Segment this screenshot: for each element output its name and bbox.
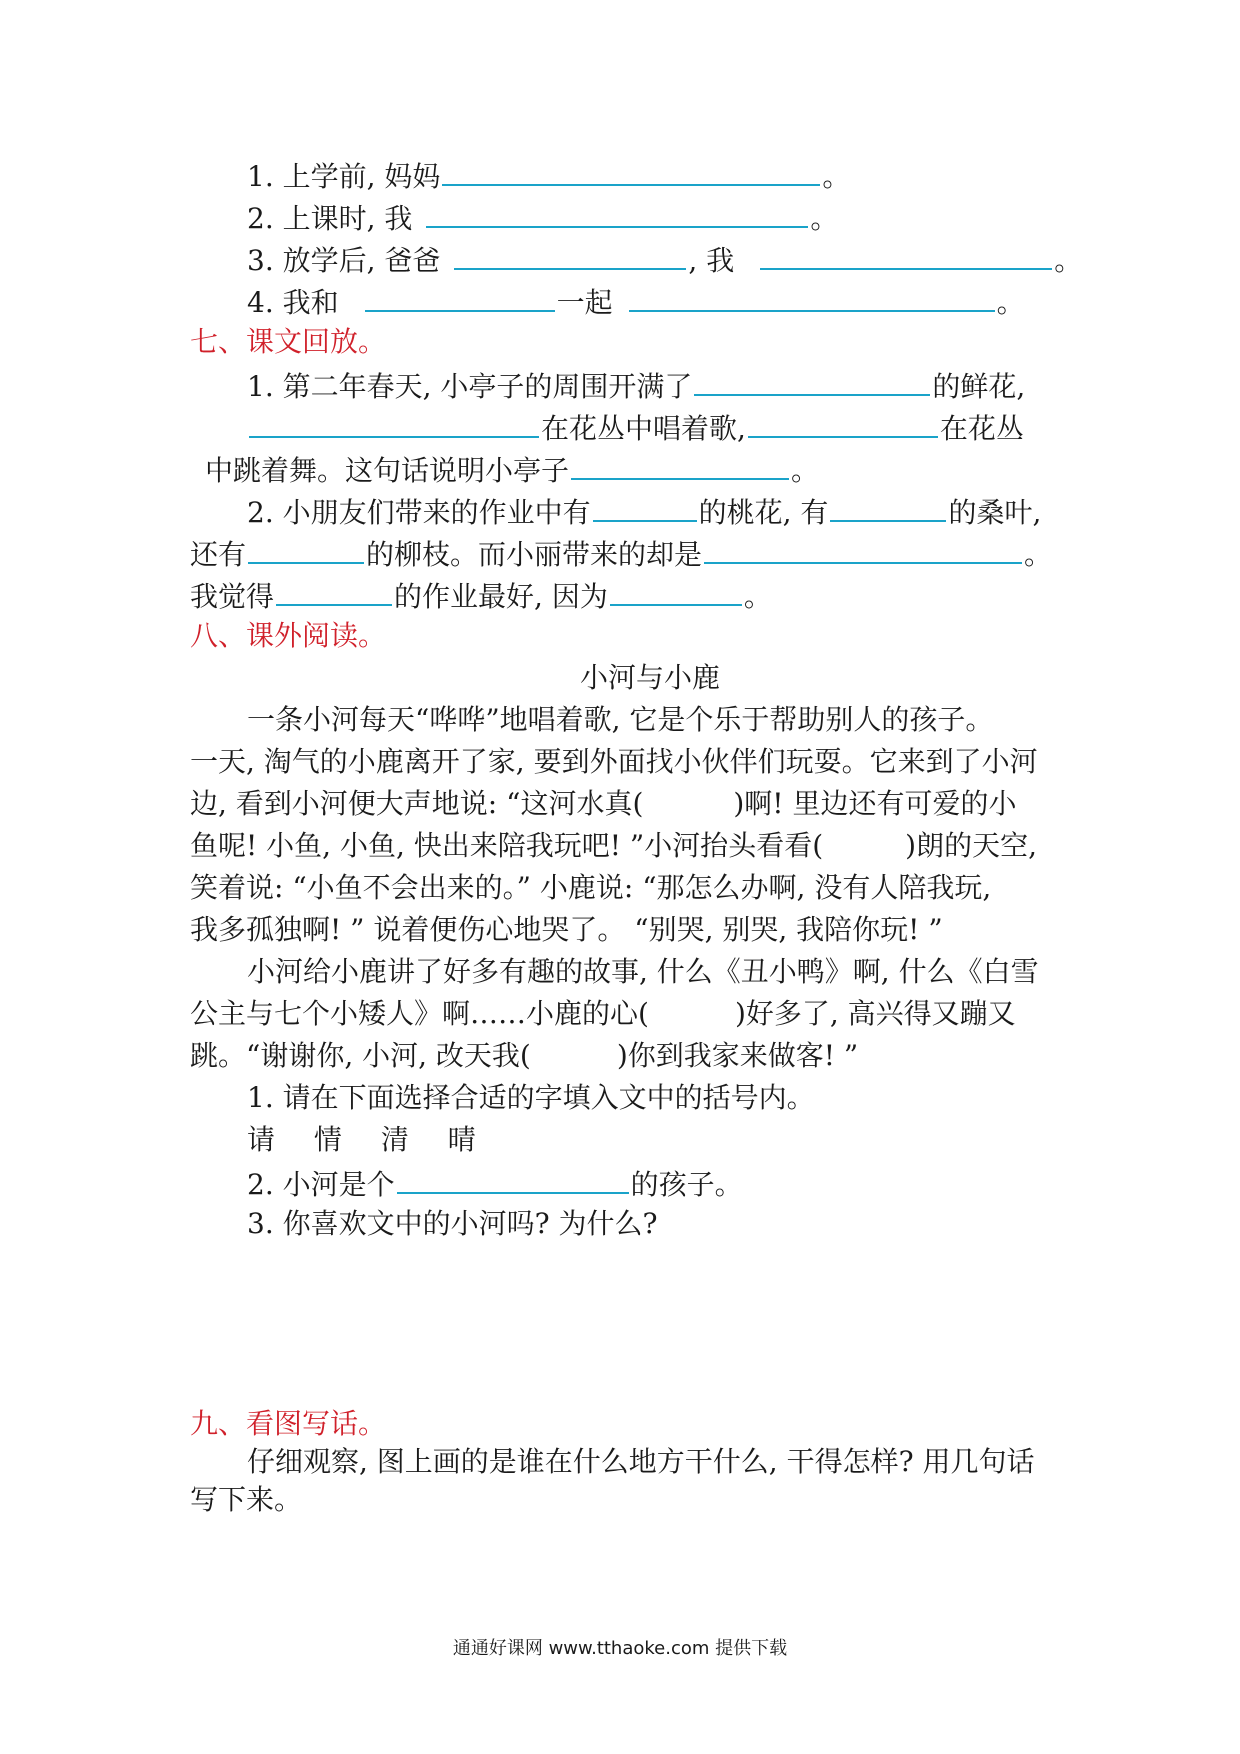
story-paragraph-line: 笑着说: “小鱼不会出来的。” 小鹿说: “那怎么办啊, 没有人陪我玩, [190,871,992,904]
choice-char: 清 [380,1123,409,1156]
question-line: 中跳着舞。这句话说明小亭子 。 [205,448,819,488]
answer-blank[interactable] [610,574,742,606]
story-title: 小河与小鹿 [580,661,721,694]
story-paragraph-line: 跳。“谢谢你, 小河, 改天我( )你到我家来做客! ” [190,1039,859,1072]
instruction-line: 仔细观察, 图上画的是谁在什么地方干什么, 干得怎样? 用几句话 [247,1445,1035,1478]
answer-blank[interactable] [397,1162,629,1194]
question-line: 在花丛中唱着歌, 在花丛 [247,406,1024,446]
answer-blank[interactable] [694,364,930,396]
answer-blank[interactable] [571,448,789,480]
answer-blank[interactable] [249,406,539,438]
question-line: 3. 你喜欢文中的小河吗? 为什么? [247,1207,658,1240]
answer-blank[interactable] [454,238,686,270]
answer-blank[interactable] [365,280,555,312]
story-paragraph-line: 一条小河每天“哗哗”地唱着歌, 它是个乐于帮助别人的孩子。 [247,703,994,736]
section-heading-7: 七、课文回放。 [190,325,387,358]
story-paragraph-line: 边, 看到小河便大声地说: “这河水真( )啊! 里边还有可爱的小 [190,787,1017,820]
answer-blank[interactable] [830,490,946,522]
story-paragraph-line: 小河给小鹿讲了好多有趣的故事, 什么《丑小鸭》啊, 什么《白雪 [247,955,1039,988]
answer-blank[interactable] [760,238,1052,270]
fill-line-4: 4. 我和 一起 。 [247,280,1025,320]
question-line: 我觉得 的作业最好, 因为 。 [190,574,772,614]
section-heading-9: 九、看图写话。 [190,1407,387,1440]
answer-blank[interactable] [629,280,995,312]
choice-char: 情 [313,1123,342,1156]
answer-blank[interactable] [442,154,820,186]
page-footer: 通通好课网 www.tthaoke.com 提供下载 [452,1638,788,1659]
story-paragraph-line: 公主与七个小矮人》啊……小鹿的心( )好多了, 高兴得又蹦又 [190,997,1016,1030]
answer-blank[interactable] [704,532,1022,564]
fill-line-2: 2. 上课时, 我 。 [247,196,838,236]
answer-blank[interactable] [426,196,808,228]
answer-blank[interactable] [248,532,364,564]
fill-line-3: 3. 放学后, 爸爸 , 我 。 [247,238,1082,278]
answer-blank[interactable] [276,574,392,606]
choice-char: 请 [247,1123,276,1156]
question-line: 2. 小朋友们带来的作业中有 的桃花, 有 的桑叶, [247,490,1041,530]
story-paragraph-line: 我多孤独啊! ” 说着便伤心地哭了。 “别哭, 别哭, 我陪你玩! ” [190,913,943,946]
choice-char: 晴 [447,1123,476,1156]
instruction-line: 写下来。 [190,1483,303,1516]
question-line: 还有 的柳枝。而小丽带来的却是 。 [190,532,1052,572]
answer-blank[interactable] [593,490,697,522]
story-paragraph-line: 一天, 淘气的小鹿离开了家, 要到外面找小伙伴们玩耍。它来到了小河 [190,745,1038,778]
section-heading-8: 八、课外阅读。 [190,619,387,652]
story-paragraph-line: 鱼呢! 小鱼, 小鱼, 快出来陪我玩吧! ”小河抬头看看( )朗的天空, [190,829,1037,862]
question-line: 2. 小河是个 的孩子。 [247,1162,743,1202]
question-line: 1. 第二年春天, 小亭子的周围开满了 的鲜花, [247,364,1025,404]
character-choices [247,1120,506,1160]
fill-line-1: 1. 上学前, 妈妈 。 [247,154,850,194]
question-line: 1. 请在下面选择合适的字填入文中的括号内。 [247,1081,815,1114]
answer-blank[interactable] [748,406,938,438]
